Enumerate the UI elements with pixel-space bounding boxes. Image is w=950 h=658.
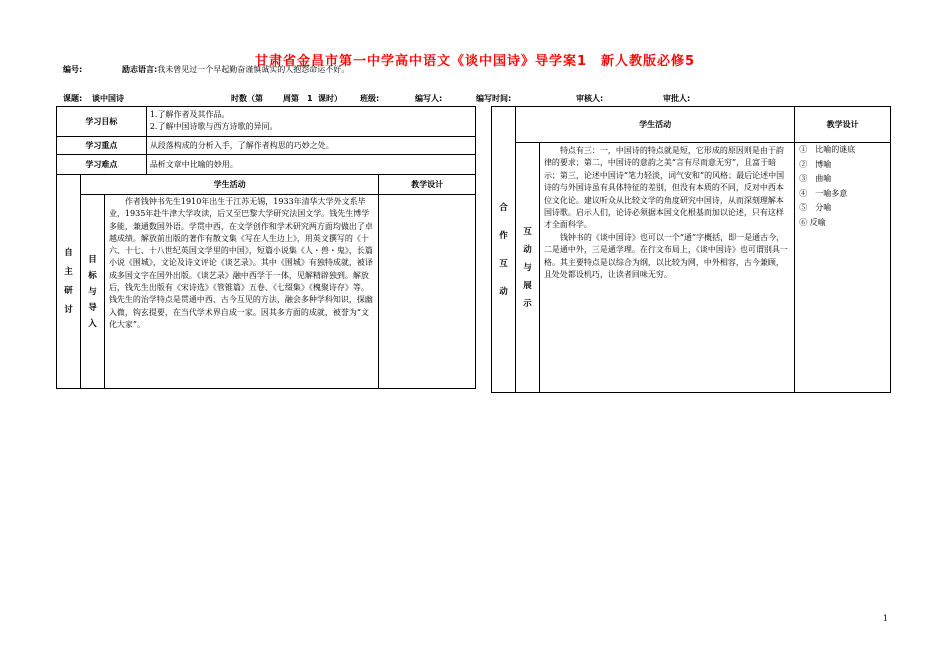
sub-section-interaction	[515, 143, 539, 393]
design-item: ② 博喻	[799, 159, 832, 169]
difficulty-text: 品析文章中比喻的妙用。	[146, 155, 475, 175]
week-label: 周第	[283, 94, 299, 103]
design-item: ⑥ 反喻	[799, 217, 826, 227]
difficulty-label: 学习难点	[57, 155, 147, 175]
section-self-study-label: 自主研讨	[64, 247, 73, 315]
motto	[122, 64, 349, 75]
design-list	[795, 143, 891, 393]
serial-label: 编号:	[63, 65, 83, 74]
reviewer-label: 审核人:	[576, 94, 604, 103]
section-cooperation-label: 合作互动	[499, 202, 508, 297]
section-cooperation	[492, 107, 516, 393]
design-item: ① 比喻的谜底	[799, 145, 856, 154]
student-activity-header-right: 学生活动	[515, 107, 794, 143]
page-number: 1	[882, 614, 888, 623]
time-label: 时数（第	[231, 94, 263, 103]
sub-section-goal-intro-label: 目标与导入	[88, 254, 97, 329]
goal-cell	[146, 107, 475, 137]
focus-label: 学习重点	[57, 137, 147, 155]
focus-text: 从段落构成的分析入手，了解作者构思的巧妙之处。	[146, 137, 475, 155]
interaction-paragraph-1: 特点有三：一，中国诗的特点就是短，它形成的原因则是由于韵律的要求；第二，中国诗的意韵之美“言有尽而意无穷”，且富于暗示；第三，论述中国诗“笔力轻淡，词气安和”的风格；最后论述中国诗的与外国诗虽有具体特征的差别，但没有本质的不同，反对中西本位文化论。建议听众从比较文学的角度研究中国诗，从而深刻理解本国诗歌。启示人们，论诗必须据本国文化根基而加以论述，只有这样才全面科学。	[543, 146, 785, 230]
intro-text-cell	[104, 195, 378, 389]
design-item: ⑤ 分喻	[799, 203, 832, 212]
goal-item: 2.了解中国诗歌与西方诗歌的异同。	[149, 122, 278, 131]
teaching-design-cell	[379, 195, 476, 389]
section-self-study	[57, 175, 81, 389]
motto-text: 我未曾见过一个早起勤奋谨慎诚实的人抱怨命运不好。	[157, 65, 350, 74]
goal-item: 1.了解作者及其作品。	[149, 110, 230, 119]
interaction-text-cell	[539, 143, 794, 393]
design-item: ③ 曲喻	[799, 174, 832, 183]
interaction-paragraph-2: 钱钟书的《谈中国诗》也可以一个“通”字概括，即一是通古今，二是通中外，三是通学理。在行文布局上，《谈中国诗》也可谓别具一格。其主要特点是以综合为纲，以比较为网，中外相容，古今兼顾，且处处都设机巧，让读者回味无穷。	[543, 232, 788, 280]
teaching-design-header-right: 教学设计	[795, 107, 891, 143]
sub-section-goal-intro	[80, 195, 104, 389]
period-label: 课时）	[318, 94, 342, 103]
week-number: 1	[307, 94, 313, 103]
write-time-label: 编写时间:	[476, 94, 512, 103]
student-activity-header: 学生活动	[80, 175, 378, 195]
goal-label: 学习目标	[57, 107, 147, 137]
intro-paragraph: 作者钱钟书先生1910年出生于江苏无锡，1933年清华大学外文系毕业，1935年赴牛津大学攻读，后又至巴黎大学研究法国文学。钱先生博学多能，兼通数国外语。学贯中西，在文学创作和学术研究两方面均做出了卓越成绩。解放前出版的著作有散文集《写在人生边上》，用英文撰写的《十六、十七、十八世纪英国文学里的中国》，短篇小说集《人・兽・鬼》，长篇小说《围城》，文论及诗文评论《谈艺录》。其中《围城》有独特成就，被译成多国文字在国外出版。《谈艺录》融中西学于一体，见解精辟独到。解放后，钱先生出版有《宋诗选》《管锥篇》五卷、《七缀集》《槐聚诗存》等。钱先生的治学特点是贯通中西、古今互见的方法，融会多种学科知识，探幽入微，钩玄提要，在当代学术界自成一家。因其多方面的成就，被誉为“文化大家”。	[108, 197, 373, 329]
approver-label: 审批人:	[663, 94, 691, 103]
topic-value: 谈中国诗	[92, 94, 124, 103]
left-table	[56, 106, 476, 389]
class-label: 班级:	[360, 94, 380, 103]
author-label: 编写人:	[415, 94, 443, 103]
design-item: ④ 一喻多意	[799, 188, 848, 198]
motto-label: 励志语言:	[122, 65, 158, 74]
document-title: 甘肃省金昌市第一中学高中语文《谈中国诗》导学案1 新人教版必修5	[254, 54, 696, 69]
topic-label: 课题:	[63, 94, 83, 103]
right-table	[491, 106, 891, 393]
teaching-design-header: 教学设计	[379, 175, 476, 195]
sub-section-interaction-label: 互动与展示	[523, 226, 532, 309]
